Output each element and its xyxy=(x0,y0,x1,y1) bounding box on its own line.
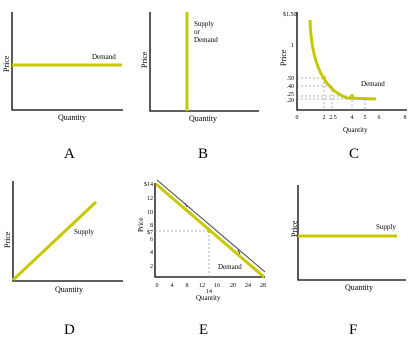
ytick-c-025: .25 xyxy=(286,92,294,98)
ytick-e-12: 12 xyxy=(147,196,153,202)
xtick-e-14: 14 xyxy=(206,289,212,295)
ytick-c-1: 1 xyxy=(291,43,294,49)
demand-outline-e xyxy=(157,180,265,272)
ylabel-f: Price xyxy=(290,220,299,237)
ylabel-e: Price xyxy=(137,217,145,232)
chart-c xyxy=(279,11,407,162)
ytick-e-6: 6 xyxy=(150,237,153,243)
ytick-e-7: $7 xyxy=(147,230,153,236)
xtick-e-0: 0 xyxy=(155,283,159,289)
curve-label-a: Demand xyxy=(92,53,116,61)
point-c-2 xyxy=(350,94,354,98)
panel-letter-a: A xyxy=(64,146,75,162)
xlabel-d: Quantity xyxy=(55,285,83,294)
point-e xyxy=(207,229,211,233)
supply-curve-d xyxy=(13,202,96,280)
curve-label-f: Supply xyxy=(376,223,396,231)
xlabel-b: Quantity xyxy=(189,114,217,123)
xlabel-f: Quantity xyxy=(345,283,373,292)
xtick-e-4: 4 xyxy=(170,283,174,289)
xtick-e-8: 8 xyxy=(185,283,189,289)
chart-e xyxy=(137,180,266,338)
xtick-e-16: 16 xyxy=(214,283,220,289)
curve-label-b-line3: Demand xyxy=(194,36,218,44)
panel-letter-d: D xyxy=(64,322,75,338)
ytick-e-2: 2 xyxy=(150,264,153,270)
ytick-e-10: 10 xyxy=(147,210,153,216)
xlabel-e: Quantity xyxy=(196,294,221,302)
xtick-c-0: 0 xyxy=(295,115,299,121)
ylabel-a: Price xyxy=(2,55,11,72)
ylabel-c: Price xyxy=(279,49,288,66)
chart-f xyxy=(290,185,406,338)
curve-label-e: Demand xyxy=(218,263,242,271)
axes-a xyxy=(12,12,123,110)
xtick-e-12: 12 xyxy=(199,283,205,289)
xtick-e-20: 20 xyxy=(230,283,236,289)
ylabel-b: Price xyxy=(140,51,149,68)
ytick-c-050: .50 xyxy=(286,76,294,82)
ytick-e-14: $14 xyxy=(144,182,153,188)
xlabel-a: Quantity xyxy=(58,113,86,122)
panel-letter-e: E xyxy=(199,322,209,338)
ytick-c-020: .20 xyxy=(286,98,294,104)
xtick-c-4: 4 xyxy=(350,115,354,121)
xtick-c-8: 8 xyxy=(403,115,407,121)
panel-letter-f: F xyxy=(349,322,358,338)
panel-letter-b: B xyxy=(198,146,209,162)
xtick-c-6: 6 xyxy=(377,115,381,121)
chart-b xyxy=(140,12,259,162)
xlabel-c: Quantity xyxy=(343,126,368,134)
ytick-e-4: 4 xyxy=(150,250,153,256)
xtick-e-28: 28 xyxy=(260,283,266,289)
ytick-c-040: .40 xyxy=(286,84,294,90)
point-c-1 xyxy=(322,76,326,80)
panel-letter-c: C xyxy=(349,146,360,162)
xtick-c-5: 5 xyxy=(363,115,367,121)
chart-d xyxy=(3,181,123,338)
curve-label-c: Demand xyxy=(361,80,385,88)
curve-label-d: Supply xyxy=(74,228,94,236)
xtick-c-2: 2 xyxy=(322,115,326,121)
chart-a xyxy=(2,12,123,162)
axes-f xyxy=(298,185,406,280)
xtick-c-25: 2.5 xyxy=(329,115,337,121)
curve-label-b-line1: Supply xyxy=(194,20,214,28)
ytick-e-8: 8 xyxy=(150,223,153,229)
curve-label-b-line2: or xyxy=(194,28,200,36)
ylabel-d: Price xyxy=(3,231,12,248)
xtick-e-24: 24 xyxy=(245,283,251,289)
ytick-c-150: $1.50 xyxy=(283,12,297,18)
